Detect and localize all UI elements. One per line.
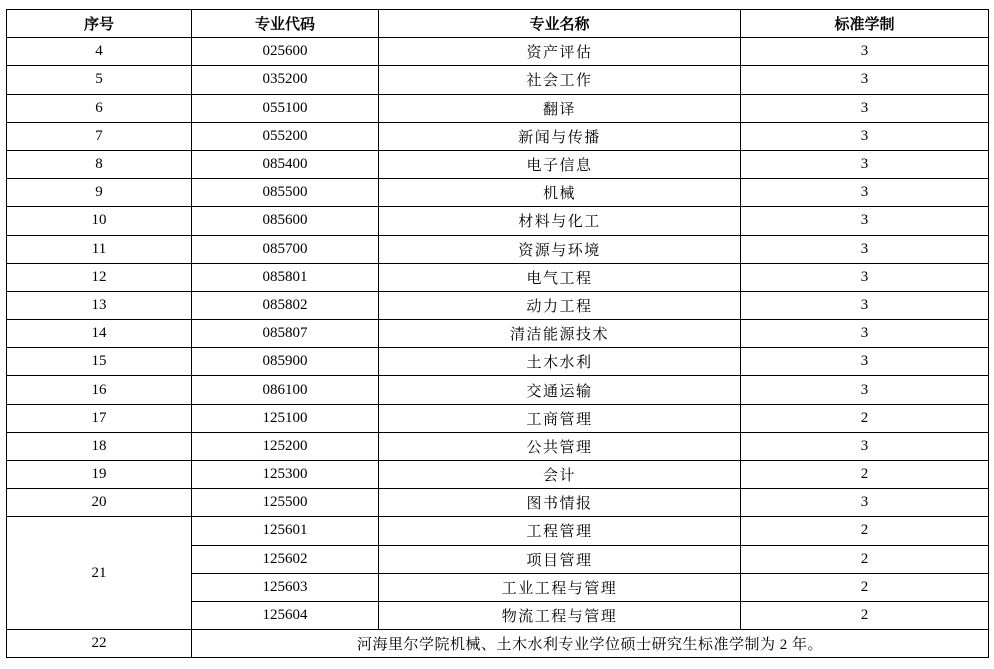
code-cell: 085807 xyxy=(192,320,379,348)
code-cell: 086100 xyxy=(192,376,379,404)
years-cell: 3 xyxy=(741,122,989,150)
years-cell: 3 xyxy=(741,263,989,291)
name-cell: 公共管理 xyxy=(379,432,741,460)
code-cell: 055100 xyxy=(192,94,379,122)
header-seq: 序号 xyxy=(7,10,192,38)
name-cell: 项目管理 xyxy=(379,545,741,573)
table-row xyxy=(7,489,989,517)
code-cell: 085801 xyxy=(192,263,379,291)
years-cell: 3 xyxy=(741,432,989,460)
years-cell: 3 xyxy=(741,291,989,319)
code-cell: 085400 xyxy=(192,150,379,178)
table-row xyxy=(7,263,989,291)
code-cell: 125100 xyxy=(192,404,379,432)
name-cell: 翻译 xyxy=(379,94,741,122)
code-cell: 125602 xyxy=(192,545,379,573)
seq-cell: 15 xyxy=(7,348,192,376)
code-cell: 085500 xyxy=(192,179,379,207)
code-cell: 085700 xyxy=(192,235,379,263)
name-cell: 动力工程 xyxy=(379,291,741,319)
years-cell: 3 xyxy=(741,150,989,178)
table-row xyxy=(7,179,989,207)
program-table xyxy=(6,9,989,658)
seq-cell: 13 xyxy=(7,291,192,319)
table-body xyxy=(7,38,989,658)
name-cell: 新闻与传播 xyxy=(379,122,741,150)
table-row xyxy=(7,432,989,460)
code-cell: 125604 xyxy=(192,601,379,629)
code-cell: 125603 xyxy=(192,573,379,601)
code-cell: 085802 xyxy=(192,291,379,319)
header-name: 专业名称 xyxy=(379,10,741,38)
years-cell: 3 xyxy=(741,38,989,66)
code-cell: 125300 xyxy=(192,461,379,489)
seq-cell: 9 xyxy=(7,179,192,207)
table-row xyxy=(7,630,989,658)
name-cell: 土木水利 xyxy=(379,348,741,376)
code-cell: 085900 xyxy=(192,348,379,376)
years-cell: 2 xyxy=(741,404,989,432)
code-cell: 125500 xyxy=(192,489,379,517)
years-cell: 2 xyxy=(741,545,989,573)
name-cell: 资产评估 xyxy=(379,38,741,66)
seq-cell: 20 xyxy=(7,489,192,517)
years-cell: 2 xyxy=(741,461,989,489)
table-row xyxy=(7,291,989,319)
table-row xyxy=(7,207,989,235)
table-row xyxy=(7,38,989,66)
name-cell: 机械 xyxy=(379,179,741,207)
seq-cell: 14 xyxy=(7,320,192,348)
years-cell: 2 xyxy=(741,573,989,601)
name-cell: 电气工程 xyxy=(379,263,741,291)
years-cell: 3 xyxy=(741,179,989,207)
seq-cell: 16 xyxy=(7,376,192,404)
code-cell: 125601 xyxy=(192,517,379,545)
seq-cell: 8 xyxy=(7,150,192,178)
years-cell: 2 xyxy=(741,601,989,629)
header-years: 标准学制 xyxy=(741,10,989,38)
name-cell: 交通运输 xyxy=(379,376,741,404)
seq-cell: 22 xyxy=(7,630,192,658)
name-cell: 会计 xyxy=(379,461,741,489)
table-header-row xyxy=(7,10,989,38)
seq-cell: 18 xyxy=(7,432,192,460)
table-row xyxy=(7,517,989,545)
seq-cell: 6 xyxy=(7,94,192,122)
name-cell: 清洁能源技术 xyxy=(379,320,741,348)
seq-cell: 17 xyxy=(7,404,192,432)
name-cell: 社会工作 xyxy=(379,66,741,94)
seq-cell: 21 xyxy=(7,517,192,630)
code-cell: 055200 xyxy=(192,122,379,150)
years-cell: 3 xyxy=(741,94,989,122)
table-row xyxy=(7,122,989,150)
code-cell: 025600 xyxy=(192,38,379,66)
seq-cell: 10 xyxy=(7,207,192,235)
name-cell: 工业工程与管理 xyxy=(379,573,741,601)
header-code: 专业代码 xyxy=(192,10,379,38)
table-row xyxy=(7,404,989,432)
code-cell: 125200 xyxy=(192,432,379,460)
seq-cell: 4 xyxy=(7,38,192,66)
name-cell: 物流工程与管理 xyxy=(379,601,741,629)
table-row xyxy=(7,66,989,94)
years-cell: 2 xyxy=(741,517,989,545)
code-cell: 035200 xyxy=(192,66,379,94)
table-row xyxy=(7,150,989,178)
seq-cell: 12 xyxy=(7,263,192,291)
table-row xyxy=(7,320,989,348)
table-row xyxy=(7,235,989,263)
name-cell: 图书情报 xyxy=(379,489,741,517)
years-cell: 3 xyxy=(741,207,989,235)
table-row xyxy=(7,461,989,489)
name-cell: 工程管理 xyxy=(379,517,741,545)
name-cell: 材料与化工 xyxy=(379,207,741,235)
years-cell: 3 xyxy=(741,235,989,263)
note-cell: 河海里尔学院机械、土木水利专业学位硕士研究生标准学制为 2 年。 xyxy=(192,630,989,658)
seq-cell: 19 xyxy=(7,461,192,489)
years-cell: 3 xyxy=(741,489,989,517)
years-cell: 3 xyxy=(741,320,989,348)
name-cell: 资源与环境 xyxy=(379,235,741,263)
code-cell: 085600 xyxy=(192,207,379,235)
table-row xyxy=(7,376,989,404)
years-cell: 3 xyxy=(741,376,989,404)
table-row xyxy=(7,94,989,122)
name-cell: 工商管理 xyxy=(379,404,741,432)
seq-cell: 5 xyxy=(7,66,192,94)
table-row xyxy=(7,348,989,376)
years-cell: 3 xyxy=(741,66,989,94)
name-cell: 电子信息 xyxy=(379,150,741,178)
seq-cell: 11 xyxy=(7,235,192,263)
seq-cell: 7 xyxy=(7,122,192,150)
years-cell: 3 xyxy=(741,348,989,376)
